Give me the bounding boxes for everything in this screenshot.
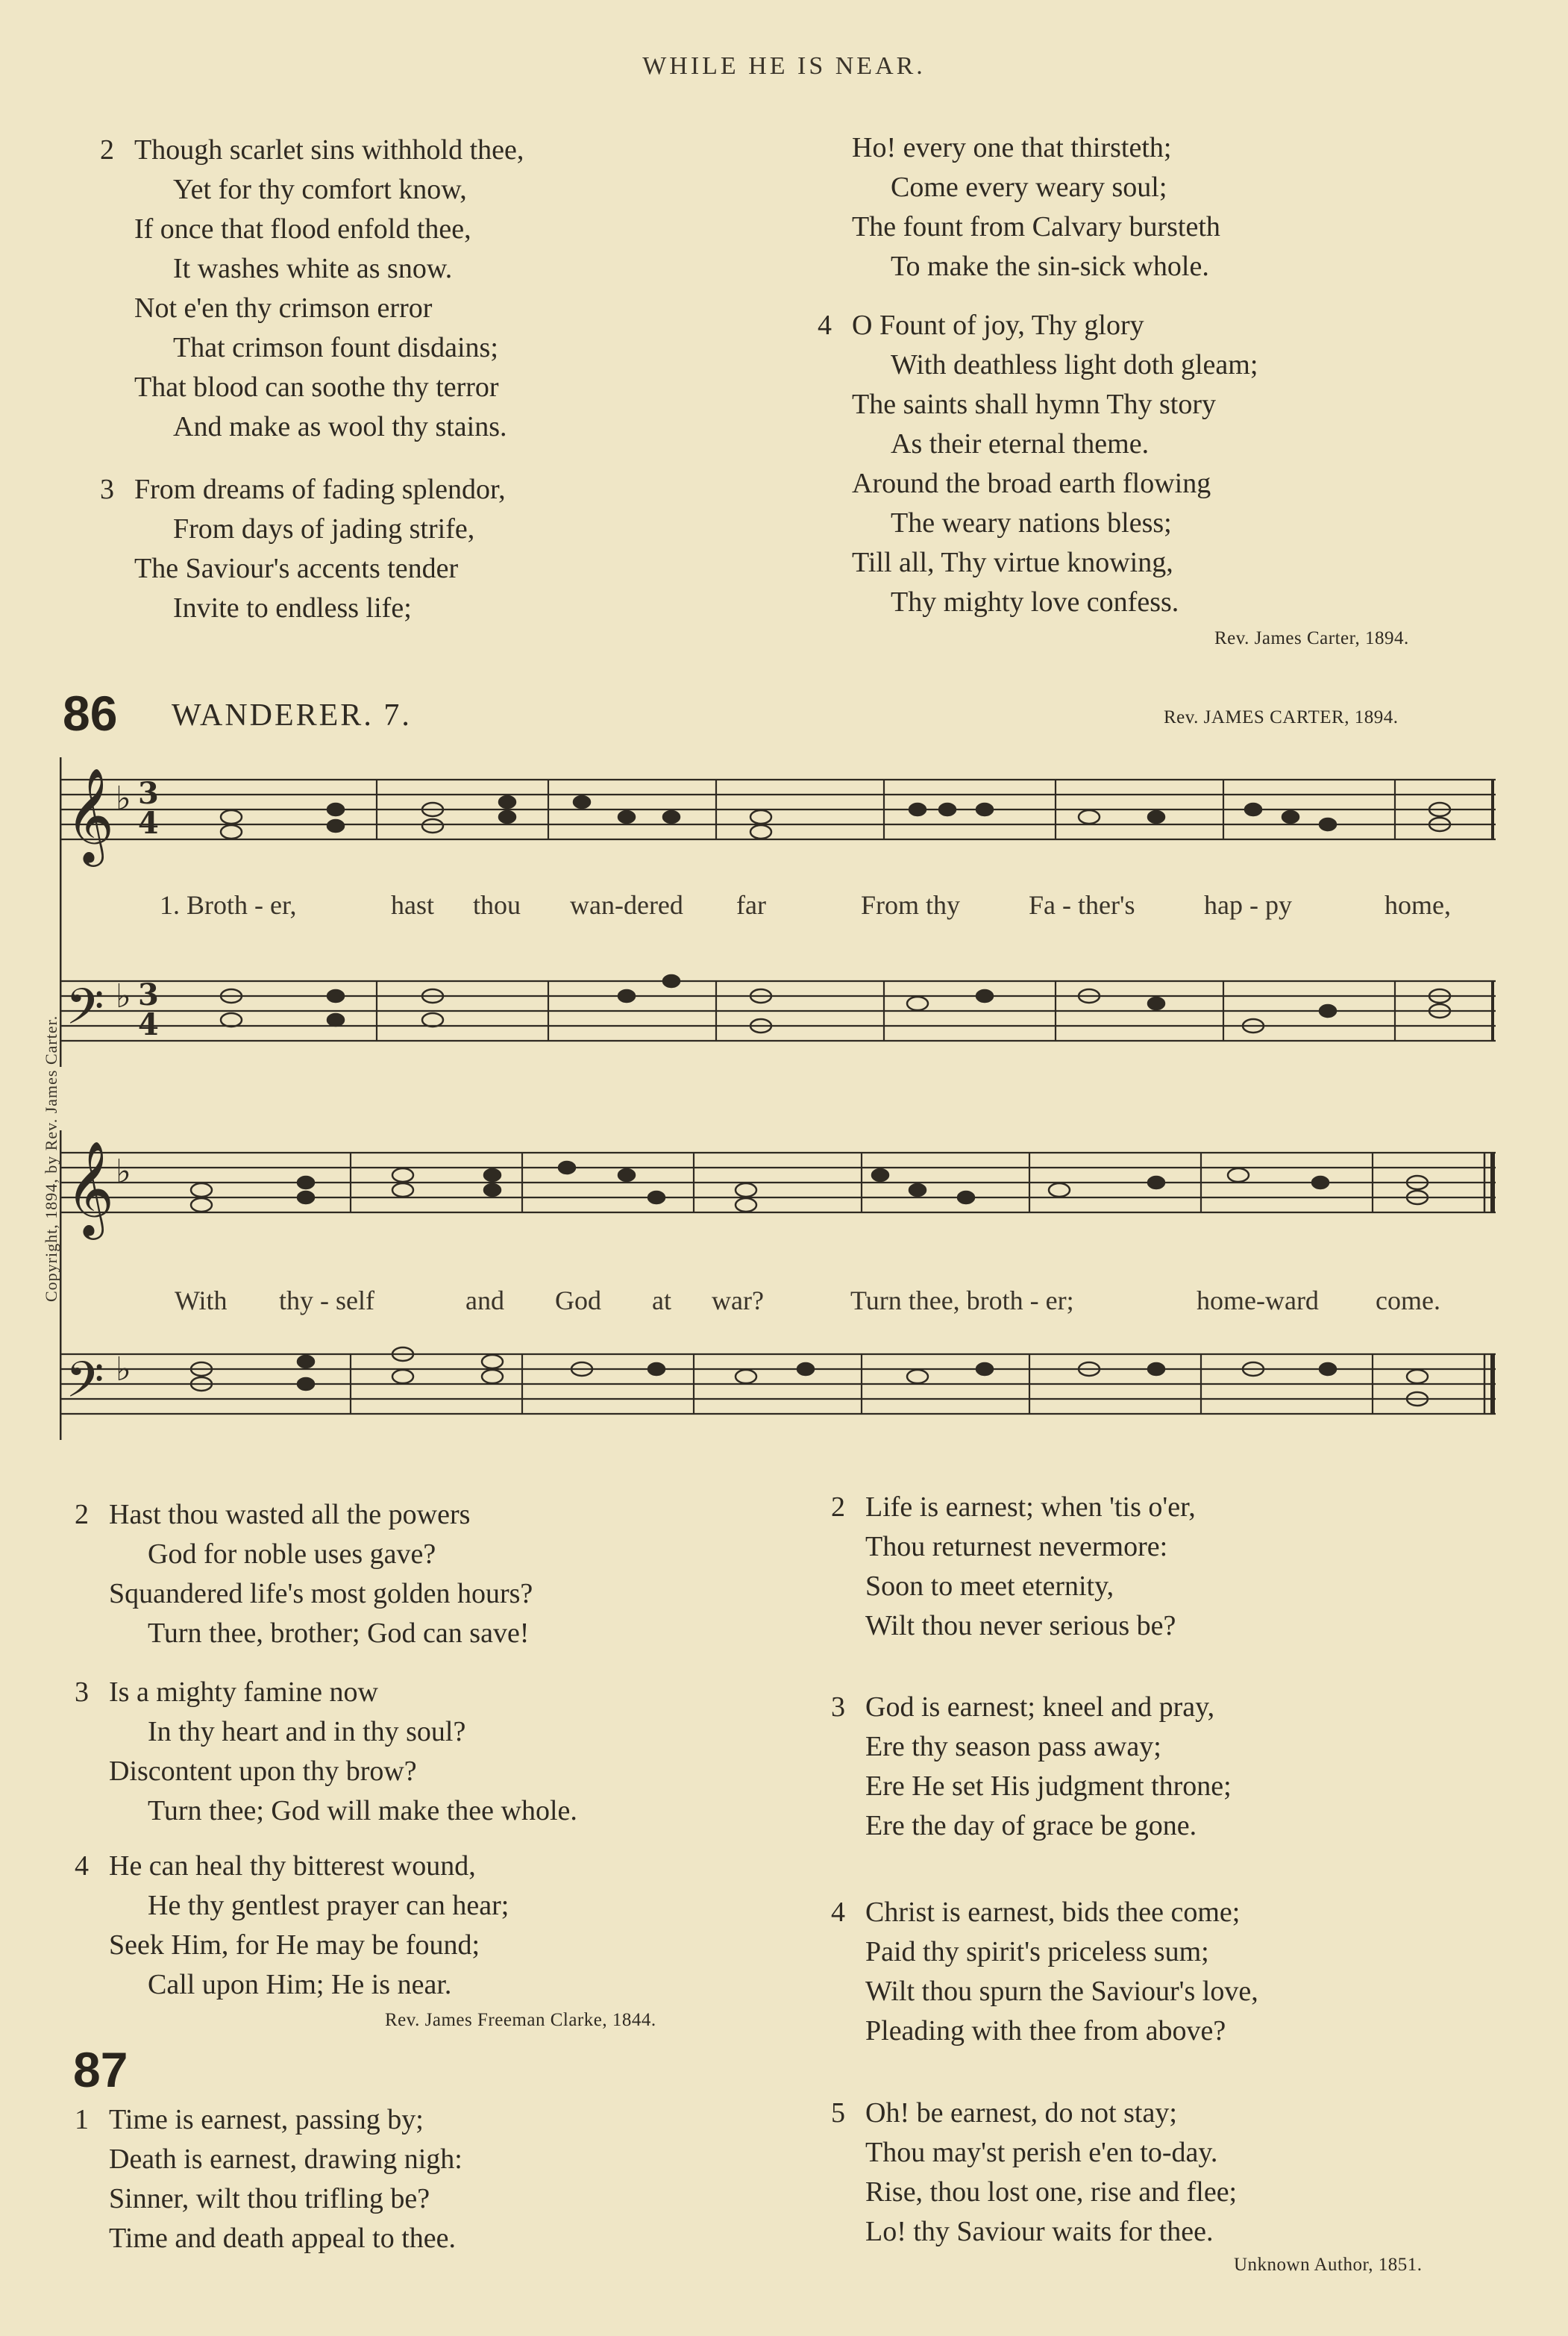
lyric-syllable: hast [391, 890, 434, 920]
verse-number: 2 [75, 1499, 89, 1530]
verse-line: Around the broad earth flowing [852, 468, 1211, 499]
verse-line: Soon to meet eternity, [865, 1571, 1114, 1602]
svg-text:4: 4 [138, 806, 159, 841]
lyric-syllable: Fa - ther's [1029, 890, 1135, 920]
verse-line: That blood can soothe thy terror [134, 372, 499, 403]
verse-line: Turn thee; God will make thee whole. [148, 1795, 577, 1826]
hymn87-verse-5 [831, 2094, 1238, 2252]
verse-line: Paid thy spirit's priceless sum; [865, 1936, 1209, 1967]
lyric-syllable: at [652, 1286, 671, 1315]
verse-number: 3 [75, 1676, 89, 1708]
hymn85-verse-2 [100, 131, 524, 447]
hymn85-author: Rev. James Carter, 1894. [1214, 628, 1409, 648]
hymn86-tune-name: WANDERER. 7. [172, 698, 412, 733]
svg-text:𝄞: 𝄞 [66, 1140, 115, 1236]
hymn86-verse-3 [75, 1673, 577, 1831]
verse-number: 4 [818, 310, 832, 341]
lyric-line-2 [175, 1285, 1510, 1322]
svg-text:♭: ♭ [116, 1350, 131, 1388]
hymn86-verse-2 [75, 1495, 533, 1653]
hymn85-verse-ho [852, 128, 1220, 286]
verse-line: In thy heart and in thy soul? [148, 1716, 466, 1747]
verse-line: Turn thee, brother; God can save! [148, 1618, 530, 1649]
verse-line: With deathless light doth gleam; [891, 349, 1258, 381]
hymn87-verse-4 [831, 1893, 1258, 2051]
verse-line: Thou may'st perish e'en to-day. [865, 2137, 1218, 2168]
verse-line: Squandered life's most golden hours? [109, 1578, 533, 1609]
lyric-syllable: home, [1384, 890, 1451, 920]
svg-text:𝄢: 𝄢 [66, 1351, 104, 1421]
lyric-line-1 [160, 889, 1510, 927]
verse-line: Death is earnest, drawing nigh: [109, 2144, 462, 2175]
verse-line: Wilt thou spurn the Saviour's love, [865, 1976, 1258, 2007]
lyric-syllable: With [175, 1286, 228, 1315]
verse-line: Come every weary soul; [891, 172, 1167, 203]
verse-line: Lo! thy Saviour waits for thee. [865, 2216, 1214, 2247]
verse-line: From days of jading strife, [173, 513, 475, 545]
verse-line: Invite to endless life; [173, 592, 412, 624]
copyright-note: Copyright, 1894, by Rev. James Carter. [42, 1015, 60, 1302]
lyric-syllable: thou [473, 890, 521, 920]
lyric-syllable: far [736, 890, 766, 920]
verse-number: 4 [75, 1850, 89, 1882]
hymn87-number: 87 [73, 2042, 128, 2097]
hymn87-verse-1 [75, 2100, 462, 2258]
lyric-syllable: Turn thee, broth - er; [850, 1286, 1074, 1315]
verse-line: Till all, Thy virtue knowing, [852, 547, 1173, 578]
hymn86-author: Rev. James Freeman Clarke, 1844. [385, 2010, 656, 2030]
verse-line: From dreams of fading splendor, [134, 474, 506, 505]
verse-line: Pleading with thee from above? [865, 2015, 1226, 2047]
verse-line: The Saviour's accents tender [134, 553, 459, 584]
lyric-syllable: hap - py [1204, 890, 1292, 920]
verse-line: Though scarlet sins withhold thee, [134, 134, 524, 166]
lyric-syllable: come. [1376, 1286, 1440, 1315]
verse-number: 4 [831, 1897, 845, 1928]
hymn86-verse-4 [75, 1847, 509, 2005]
verse-line: And make as wool thy stains. [173, 411, 507, 442]
svg-text:3: 3 [138, 776, 159, 811]
verse-line: Seek Him, for He may be found; [109, 1929, 480, 1961]
hymn87-verse-3 [831, 1688, 1232, 1846]
verse-line: It washes white as snow. [173, 253, 453, 284]
lyric-syllable: war? [712, 1286, 764, 1315]
verse-line: God is earnest; kneel and pray, [865, 1691, 1215, 1723]
hymn85-verse-3 [100, 470, 506, 628]
svg-text:♭: ♭ [116, 780, 131, 818]
svg-text:4: 4 [138, 1007, 159, 1042]
lyric-syllable: From thy [861, 890, 961, 920]
verse-line: As their eternal theme. [891, 428, 1150, 460]
verse-line: O Fount of joy, Thy glory [852, 310, 1144, 341]
lyric-syllable: God [555, 1286, 601, 1315]
hymn86-number: 86 [63, 686, 118, 741]
verse-line: He thy gentlest prayer can hear; [148, 1890, 509, 1921]
verse-line: Hast thou wasted all the powers [109, 1499, 471, 1530]
verse-number: 1 [75, 2104, 89, 2135]
verse-line: Oh! be earnest, do not stay; [865, 2097, 1177, 2129]
verse-line: Is a mighty famine now [109, 1676, 378, 1708]
svg-text:♭: ♭ [116, 1153, 131, 1191]
svg-text:♭: ♭ [116, 977, 131, 1015]
lyric-syllable: 1. Broth - er, [160, 890, 297, 920]
verse-line: That crimson fount disdains; [173, 332, 498, 363]
hymn86-composer: Rev. JAMES CARTER, 1894. [1164, 707, 1399, 727]
verse-line: Ho! every one that thirsteth; [852, 132, 1172, 163]
verse-line: The weary nations bless; [891, 507, 1172, 539]
verse-number: 2 [831, 1491, 845, 1523]
verse-line: God for noble uses gave? [148, 1538, 436, 1570]
verse-line: The saints shall hymn Thy story [852, 389, 1216, 420]
verse-line: Thy mighty love confess. [891, 586, 1179, 618]
verse-line: Yet for thy comfort know, [173, 174, 467, 205]
svg-text:3: 3 [138, 977, 159, 1012]
verse-line: To make the sin-sick whole. [891, 251, 1209, 282]
verse-line: Call upon Him; He is near. [148, 1969, 452, 2000]
verse-line: Wilt thou never serious be? [865, 1610, 1176, 1641]
hymn87-verse-2 [831, 1488, 1196, 1646]
hymn87-author: Unknown Author, 1851. [1234, 2255, 1423, 2275]
verse-line: The fount from Calvary bursteth [852, 211, 1220, 242]
lyric-syllable: home-ward [1197, 1286, 1319, 1315]
verse-line: Ere the day of grace be gone. [865, 1810, 1197, 1841]
verse-line: Discontent upon thy brow? [109, 1756, 417, 1787]
svg-text:𝄢: 𝄢 [66, 978, 104, 1048]
verse-number: 3 [831, 1691, 845, 1723]
verse-number: 2 [100, 134, 114, 166]
verse-line: Christ is earnest, bids thee come; [865, 1897, 1241, 1928]
verse-line: Ere He set His judgment throne; [865, 1770, 1232, 1802]
verse-line: Time is earnest, passing by; [109, 2104, 424, 2135]
verse-line: Sinner, wilt thou trifling be? [109, 2183, 430, 2214]
verse-line: If once that flood enfold thee, [134, 213, 471, 245]
verse-line: Not e'en thy crimson error [134, 292, 433, 324]
hymn85-verse-4 [818, 306, 1258, 622]
verse-line: Time and death appeal to thee. [109, 2223, 457, 2254]
verse-line: He can heal thy bitterest wound, [109, 1850, 476, 1882]
verse-number: 5 [831, 2097, 845, 2129]
verse-line: Ere thy season pass away; [865, 1731, 1161, 1762]
page-header: WHILE HE IS NEAR. [642, 52, 926, 80]
verse-number: 3 [100, 474, 114, 505]
verse-line: Life is earnest; when 'tis o'er, [865, 1491, 1196, 1523]
svg-text:𝄞: 𝄞 [66, 767, 115, 862]
lyric-syllable: and [465, 1286, 504, 1315]
verse-line: Rise, thou lost one, rise and flee; [865, 2176, 1238, 2208]
lyric-syllable: thy - self [279, 1286, 374, 1315]
verse-line: Thou returnest nevermore: [865, 1531, 1168, 1562]
lyric-syllable: wan-dered [570, 890, 683, 920]
